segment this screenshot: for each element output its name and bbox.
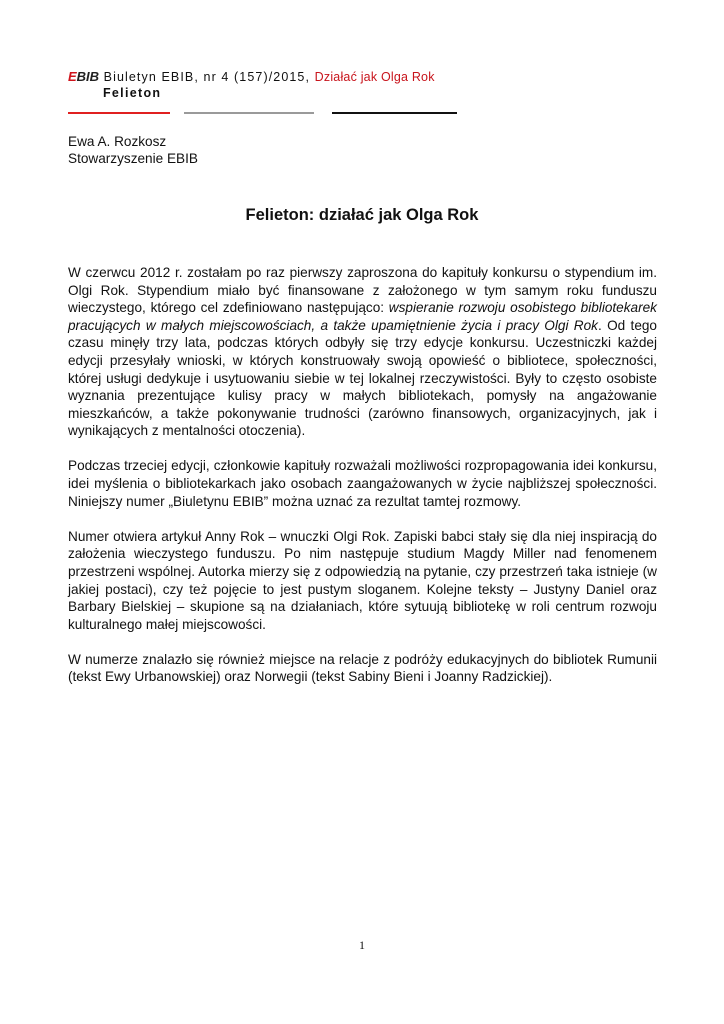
article-title: Felieton: działać jak Olga Rok [245, 206, 479, 224]
paragraph-1-text-a: W czerwcu 2012 r. zostałam po raz pierwszy zaproszona do kapituły konkursu o stypendium im. Olgi Rok. Stypendium miało być finansowane z założonego w tym samym roku funduszu wieczystego, którego cel zdefiniowano następująco: [68, 265, 657, 316]
page-number: 1 [359, 938, 365, 952]
paragraph-1 [68, 264, 657, 440]
author-name: Ewa A. Rozkosz [68, 134, 167, 149]
rule-black [332, 112, 457, 114]
rule-red [68, 112, 170, 114]
issue-title: Działać jak Olga Rok [314, 70, 435, 84]
paragraph-1-text-b: . Od tego czasu minęły trzy lata, podczas których odbyły się trzy edycje konkursu. Uczestniczki każdej edycji przesyłały wnioski, w których konstruowały swoją opowieść o bibliotece, społeczności, której usługi dedykuje i usytuowaniu siebie w tej lokalnej rzeczywistości. Były to często osobiste wyznania prezentujące kulisy pracy w małych bibliotekach, pomysły na angażowanie mieszkańców, a także pokonywanie trudności (zarówno finansowych, organizacyjnych, jak i wynikających z mentalności otoczenia). [68, 317, 657, 439]
logo-letters: BIB [76, 69, 100, 84]
rule-gray [184, 112, 314, 114]
paragraph-3: Numer otwiera artykuł Anny Rok – wnuczki Olgi Rok. Zapiski babci stały się dla niej inspiracją do założenia wieczystego funduszu. Po nim następuje studium Magdy Miller nad fenomenem przestrzeni wspólnej. Autorka mierzy się z odpowiedzią na pytanie, czy przestrzeń taka istnieje (w jakiej postaci), czy też pojęcie to jest pustym sloganem. Kolejne teksty – Justyny Daniel oraz Barbary Bielskiej – skupione są na działaniach, które sytuują bibliotekę w roli centrum rozwoju kulturalnego małej miejscowości. [68, 528, 657, 632]
header-rules [68, 112, 457, 115]
series-label: Biuletyn EBIB, nr 4 (157)/2015, [103, 70, 311, 84]
author-affiliation: Stowarzyszenie EBIB [68, 151, 198, 166]
header-line [68, 68, 468, 86]
article-body [68, 264, 657, 703]
running-header [68, 68, 468, 101]
section-label: Felieton [103, 86, 162, 100]
logo-letter-e: E [68, 69, 77, 84]
ebib-logo [68, 69, 99, 84]
paragraph-1-emphasis: wspieranie rozwoju osobistego bibliotekarek pracujących w małych miejscowościach, a także upamiętnienie życia i pracy Olgi Rok [68, 300, 657, 333]
author-block [68, 133, 198, 167]
paragraph-4: W numerze znalazło się również miejsce na relacje z podróży edukacyjnych do bibliotek Rumunii (tekst Ewy Urbanowskiej) oraz Norwegii (tekst Sabiny Bieni i Joanny Radzickiej). [68, 651, 657, 685]
paragraph-2: Podczas trzeciej edycji, członkowie kapituły rozważali możliwości rozpropagowania idei konkursu, idei myślenia o bibliotekarkach jako osobach zaangażowanych w życie najbliższej społeczności. Niniejszy numer „Biuletynu EBIB” można uznać za rezultat tamtej rozmowy. [68, 458, 657, 509]
